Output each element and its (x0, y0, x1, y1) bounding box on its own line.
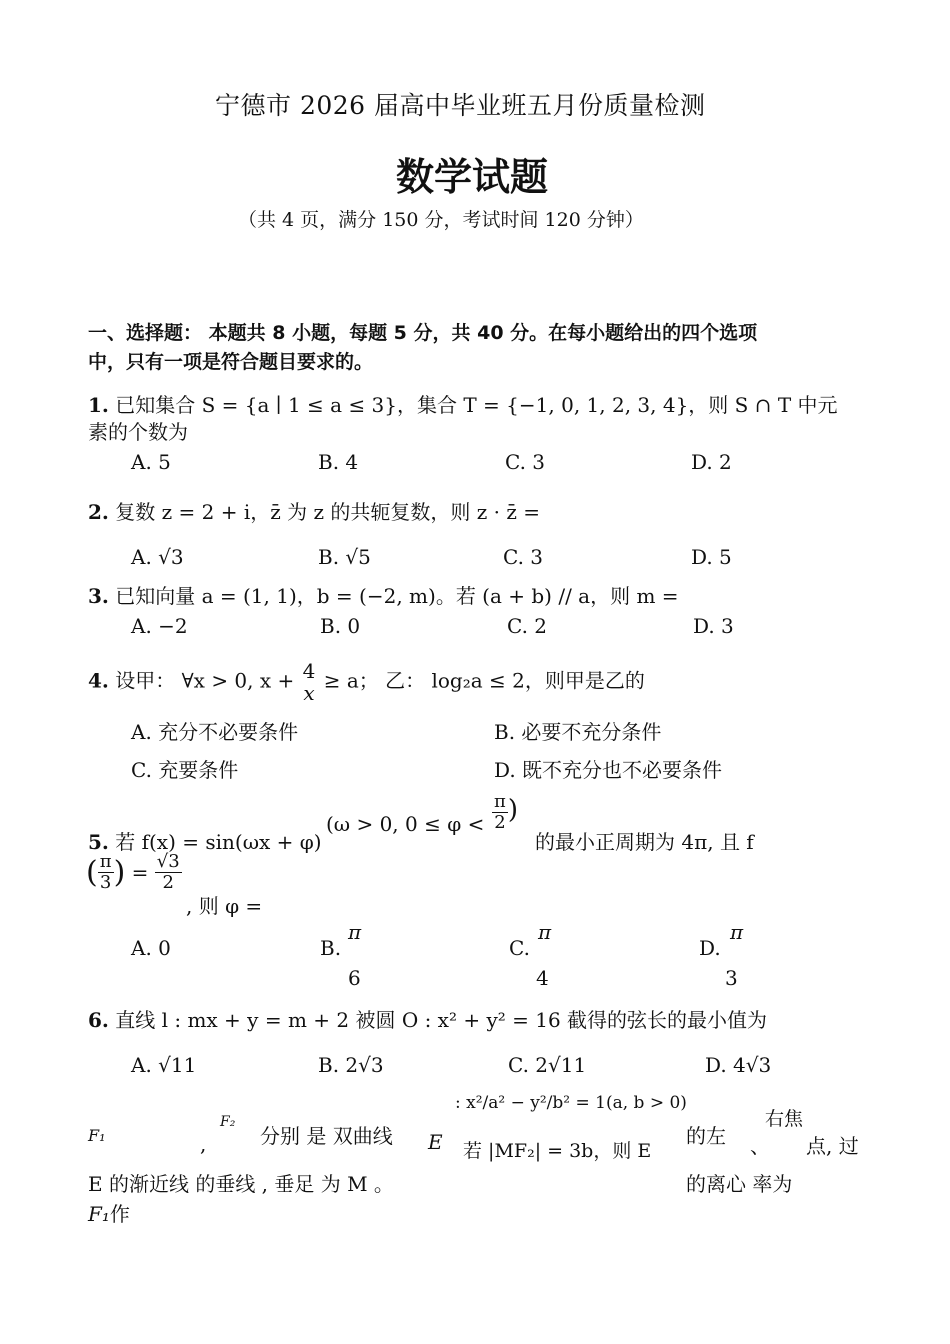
option-b: B. 4 (318, 450, 359, 474)
option-c: C. 3 (505, 450, 546, 474)
option-d-numerator: π (730, 920, 744, 944)
option-c-numerator: π (538, 920, 552, 944)
question-number: 4. (88, 668, 109, 693)
fraction-numerator: π (494, 791, 506, 812)
fraction-denominator: 3 (99, 871, 112, 893)
question-4 (88, 660, 645, 704)
question-text-pre: 设甲： ∀x > 0, x + (115, 668, 295, 693)
section-heading-line2: 中，只有一项是符合题目要求的。 (88, 351, 374, 373)
q7-text-3: 、 (750, 1134, 770, 1158)
option-a (131, 936, 171, 960)
question-number: 1. (88, 393, 109, 417)
q7-f2: F₂ (220, 1114, 236, 1130)
question-text: 已知向量 a = (1, 1)，b = (−2, m)。若 (a + b) // a，则 m = (115, 584, 679, 608)
option-c: C. 3 (503, 545, 544, 569)
option-b-label: B. (320, 936, 342, 960)
question-5-condition: (ω > 0, 0 ≤ φ < (326, 812, 485, 836)
question-text: 复数 z = 2 + i，z̄ 为 z 的共轭复数，则 z · z̄ = (115, 500, 540, 524)
fraction (301, 660, 318, 704)
page-title: 数学试题 (396, 155, 549, 199)
option-b: B. 必要不充分条件 (494, 720, 662, 744)
q7-text-9: 作 (109, 1202, 130, 1226)
question-number: 3. (88, 584, 109, 608)
fraction (98, 852, 114, 893)
section-heading-line1: 一、选择题： 本题共 8 小题，每题 5 分，共 40 分。在每小题给出的四个选项 (88, 322, 758, 344)
fraction-numerator: √3 (156, 851, 180, 872)
option-d: D. 4√3 (705, 1053, 772, 1077)
q7-text-5: 点, 过 (806, 1134, 859, 1158)
option-value: 0 (158, 936, 171, 960)
question-6 (88, 1004, 767, 1033)
question-text-pre: 若 f(x) = sin(ωx + φ) (115, 830, 322, 854)
q7-condition: 若 |MF₂| = 3b，则 E (463, 1140, 652, 1162)
option-d: D. 既不充分也不必要条件 (494, 758, 723, 782)
question-5 (88, 826, 322, 855)
option-c-denominator: 4 (536, 966, 549, 990)
fraction-numerator: π (99, 851, 112, 872)
option-c-label: C. (509, 936, 530, 960)
option-a: A. −2 (131, 614, 188, 638)
option-c: C. 2 (507, 614, 548, 638)
question-text-post: ≥ a； 乙： log₂a ≤ 2，则甲是乙的 (323, 668, 645, 693)
question-5-tail: , 则 φ = (186, 894, 263, 918)
question-1-line2: 素的个数为 (88, 420, 188, 444)
option-a: A. 5 (131, 450, 171, 474)
option-c: C. 充要条件 (131, 758, 239, 782)
option-d-label: D. (699, 936, 721, 960)
question-number: 2. (88, 500, 109, 524)
option-b-numerator: π (348, 920, 362, 944)
question-text: 直线 l : mx + y = m + 2 被圆 O : x² + y² = 16 截得的弦长的最小值为 (115, 1008, 768, 1032)
q7-f1-bottom (88, 1198, 130, 1227)
q7-f1-label: F₁ (88, 1202, 110, 1226)
q7-comma: , (200, 1132, 207, 1156)
option-b: B. √5 (318, 545, 371, 569)
option-b: B. 0 (320, 614, 361, 638)
q7-f1-top: F₁ (88, 1126, 106, 1145)
question-5-line2: ( $\frac{\pi}{3}$ ) = $\frac{√3}{2}$ (86, 851, 180, 893)
option-b: B. 2√3 (318, 1053, 384, 1077)
option-a: A. √3 (131, 545, 184, 569)
q7-text-4: 右焦 (765, 1108, 804, 1130)
question-5-text-post: 的最小正周期为 4π, 且 f (535, 830, 754, 854)
q7-text-6: E 的渐近线 的垂线 , 垂足 为 M 。 (88, 1172, 394, 1196)
q7-text-2: 的左 (686, 1124, 726, 1148)
exam-info: （共 4 页，满分 150 分，考试时间 120 分钟） (238, 209, 644, 231)
q7-e: E (428, 1130, 443, 1154)
condition-fraction: $\frac{\pi}{2}$ ) (494, 791, 518, 833)
exam-name: 宁德市 2026 届高中毕业班五月份质量检测 (215, 91, 706, 120)
option-d: D. 2 (691, 450, 732, 474)
option-c: C. 2√11 (508, 1053, 587, 1077)
option-a: A. √11 (131, 1053, 197, 1077)
fraction-numerator: 4 (302, 659, 316, 683)
option-d-denominator: 3 (725, 966, 738, 990)
option-d: D. 3 (693, 614, 734, 638)
question-2 (88, 496, 540, 525)
fraction-denominator: 2 (162, 871, 174, 893)
question-3 (88, 580, 679, 609)
fraction-denominator: x (303, 681, 315, 705)
q7-text-1: 分别 是 双曲线 (260, 1124, 393, 1148)
fraction (492, 792, 508, 833)
option-a: A. 充分不必要条件 (131, 720, 299, 744)
question-text: 已知集合 S = {a ∣ 1 ≤ a ≤ 3}，集合 T = {−1, 0, 1, 2, 3, 4}，则 S ∩ T 中元 (115, 393, 838, 417)
option-b-denominator: 6 (348, 966, 361, 990)
fraction-denominator: 2 (494, 811, 506, 833)
q7-text-8: 的离心 率为 (686, 1172, 793, 1196)
question-number: 5. (88, 830, 109, 854)
fraction (155, 852, 182, 893)
option-d: D. 5 (691, 545, 732, 569)
q7-equation: : x²/a² − y²/b² = 1(a, b > 0) (455, 1093, 687, 1113)
question-number: 6. (88, 1008, 109, 1032)
option-label: A. (131, 936, 152, 960)
question-1 (88, 389, 838, 418)
